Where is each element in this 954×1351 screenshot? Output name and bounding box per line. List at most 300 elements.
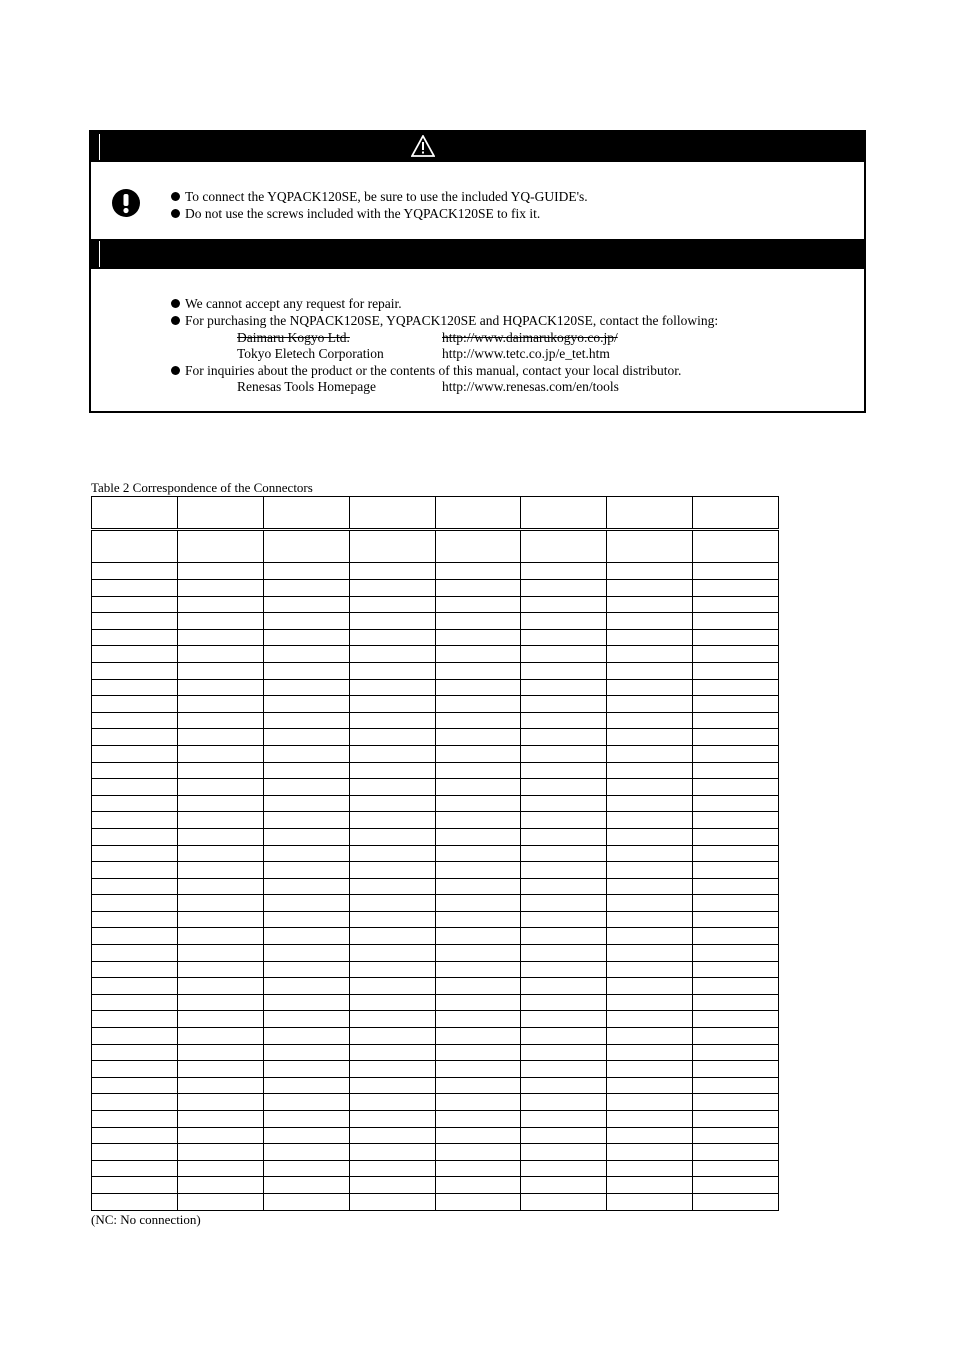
table-row	[92, 729, 779, 746]
table-cell	[92, 1193, 178, 1210]
table-cell	[521, 1127, 607, 1144]
table-cell	[177, 646, 263, 663]
table-cell	[693, 629, 779, 646]
notes-header-bar	[91, 239, 864, 269]
contact-name-tokyo-eletech: Tokyo Eletech Corporation	[237, 346, 384, 361]
table-cell	[177, 895, 263, 912]
table-cell	[349, 1193, 435, 1210]
table-cell	[435, 994, 521, 1011]
table-cell	[92, 1077, 178, 1094]
table-cell	[521, 911, 607, 928]
header-bar-tick	[99, 134, 100, 160]
table-cell	[92, 1144, 178, 1161]
table-cell	[92, 779, 178, 796]
table-cell	[177, 1193, 263, 1210]
table-row	[92, 1011, 779, 1028]
table-cell	[349, 895, 435, 912]
table-cell	[521, 629, 607, 646]
table-cell	[92, 812, 178, 829]
table-cell	[607, 745, 693, 762]
table-cell	[349, 679, 435, 696]
table-cell	[349, 779, 435, 796]
table-cell	[177, 1077, 263, 1094]
table-cell	[263, 994, 349, 1011]
table-cell	[607, 812, 693, 829]
table-cell	[521, 679, 607, 696]
table-row	[92, 978, 779, 995]
table-cell	[435, 629, 521, 646]
table-cell	[693, 994, 779, 1011]
table-cell	[177, 994, 263, 1011]
table-cell	[263, 1127, 349, 1144]
table-cell	[607, 596, 693, 613]
table-cell	[607, 1094, 693, 1111]
table-cell	[92, 1127, 178, 1144]
table-row	[92, 1193, 779, 1210]
table-cell	[177, 978, 263, 995]
table-cell	[263, 862, 349, 879]
table-cell	[521, 928, 607, 945]
table-cell	[263, 1193, 349, 1210]
table-cell	[92, 530, 178, 563]
table-row	[92, 878, 779, 895]
table-cell	[693, 795, 779, 812]
table-cell	[521, 1077, 607, 1094]
table-cell	[349, 596, 435, 613]
table-cell	[521, 978, 607, 995]
table-cell	[693, 646, 779, 663]
table-cell	[521, 1144, 607, 1161]
table-cell	[435, 530, 521, 563]
table-cell	[92, 729, 178, 746]
table-cell	[607, 994, 693, 1011]
table-cell	[435, 812, 521, 829]
table-cell	[521, 878, 607, 895]
table-cell	[92, 1028, 178, 1045]
table-cell	[92, 646, 178, 663]
table-row	[92, 1077, 779, 1094]
table-cell	[693, 978, 779, 995]
table-cell	[693, 1160, 779, 1177]
table-cell	[521, 745, 607, 762]
table-cell	[693, 1144, 779, 1161]
table-cell	[521, 530, 607, 563]
table-cell	[263, 1061, 349, 1078]
table-cell	[177, 745, 263, 762]
caution-bullet-2-text: Do not use the screws included with the YQPACK120SE to fix it.	[185, 206, 541, 221]
table-cell	[263, 945, 349, 962]
table-cell	[92, 613, 178, 630]
table-cell	[607, 945, 693, 962]
table-cell	[435, 1177, 521, 1194]
table-cell	[521, 662, 607, 679]
bullet-icon	[171, 209, 180, 218]
notice-box	[89, 130, 866, 413]
table-cell	[263, 729, 349, 746]
homepage-name: Renesas Tools Homepage	[237, 379, 377, 394]
table-cell	[349, 580, 435, 597]
table-cell	[435, 795, 521, 812]
table-cell	[521, 1177, 607, 1194]
table-cell	[435, 596, 521, 613]
table-cell	[693, 1044, 779, 1061]
table-cell	[177, 662, 263, 679]
table-cell	[607, 646, 693, 663]
table-cell	[435, 779, 521, 796]
table-row	[92, 679, 779, 696]
table-cell	[693, 945, 779, 962]
table-cell	[435, 828, 521, 845]
table-cell	[521, 696, 607, 713]
table-cell	[521, 596, 607, 613]
table-cell	[92, 1111, 178, 1128]
table-cell	[177, 1144, 263, 1161]
table-cell	[521, 497, 607, 530]
table-cell	[349, 994, 435, 1011]
table-cell	[92, 745, 178, 762]
table-cell	[92, 928, 178, 945]
table-cell	[263, 961, 349, 978]
table-cell	[435, 978, 521, 995]
table-cell	[92, 629, 178, 646]
table-cell	[435, 895, 521, 912]
table-cell	[177, 779, 263, 796]
table-cell	[521, 812, 607, 829]
table-row	[92, 945, 779, 962]
table-row	[92, 596, 779, 613]
table-cell	[263, 1094, 349, 1111]
table-cell	[349, 762, 435, 779]
table-cell	[263, 745, 349, 762]
table-cell	[349, 497, 435, 530]
table-cell	[435, 1193, 521, 1210]
table-cell	[177, 497, 263, 530]
table-cell	[177, 563, 263, 580]
contact-name-daimaru: Daimaru Kogyo Ltd.	[237, 330, 350, 345]
table-cell	[92, 945, 178, 962]
table-caption: Table 2 Correspondence of the Connectors	[91, 480, 313, 495]
table-cell	[92, 911, 178, 928]
homepage-url[interactable]: http://www.renesas.com/en/tools	[442, 379, 619, 394]
notes-bullet-1	[171, 296, 402, 312]
table-cell	[177, 812, 263, 829]
table-cell	[521, 1193, 607, 1210]
table-cell	[693, 613, 779, 630]
table-cell	[693, 1193, 779, 1210]
table-cell	[693, 862, 779, 879]
table-cell	[607, 662, 693, 679]
table-cell	[521, 895, 607, 912]
table-cell	[92, 696, 178, 713]
table-cell	[349, 745, 435, 762]
table-cell	[521, 762, 607, 779]
table-cell	[435, 497, 521, 530]
table-cell	[607, 679, 693, 696]
table-cell	[693, 497, 779, 530]
table-row	[92, 1094, 779, 1111]
table-row	[92, 1028, 779, 1045]
table-cell	[607, 1011, 693, 1028]
table-row	[92, 613, 779, 630]
table-cell	[693, 580, 779, 597]
table-cell	[607, 978, 693, 995]
table-cell	[521, 862, 607, 879]
table-row	[92, 1044, 779, 1061]
table-cell	[435, 712, 521, 729]
table-cell	[521, 613, 607, 630]
table-cell	[349, 945, 435, 962]
table-cell	[349, 928, 435, 945]
table-cell	[693, 928, 779, 945]
table-cell	[177, 928, 263, 945]
table-cell	[177, 729, 263, 746]
table-cell	[521, 779, 607, 796]
table-cell	[92, 580, 178, 597]
table-cell	[521, 563, 607, 580]
table-cell	[177, 629, 263, 646]
table-cell	[435, 745, 521, 762]
table-cell	[263, 596, 349, 613]
table-cell	[177, 845, 263, 862]
table-cell	[177, 878, 263, 895]
table-cell	[92, 679, 178, 696]
table-cell	[607, 1044, 693, 1061]
table-cell	[435, 1160, 521, 1177]
table-cell	[607, 828, 693, 845]
mandatory-exclamation-icon	[111, 188, 141, 218]
table-cell	[693, 596, 779, 613]
table-cell	[693, 745, 779, 762]
table-cell	[263, 563, 349, 580]
table-cell	[693, 1111, 779, 1128]
table-cell	[435, 928, 521, 945]
table-cell	[177, 613, 263, 630]
table-cell	[177, 696, 263, 713]
table-cell	[177, 1094, 263, 1111]
table-row	[92, 1160, 779, 1177]
table-cell	[607, 613, 693, 630]
table-cell	[349, 1177, 435, 1194]
table-cell	[349, 1077, 435, 1094]
table-cell	[92, 828, 178, 845]
table-row	[92, 1111, 779, 1128]
table-row	[92, 1144, 779, 1161]
table-cell	[521, 1011, 607, 1028]
table-cell	[693, 1011, 779, 1028]
table-row	[92, 696, 779, 713]
table-cell	[92, 712, 178, 729]
warning-triangle-icon	[411, 135, 435, 157]
table-cell	[349, 978, 435, 995]
table-row	[92, 895, 779, 912]
table-cell	[521, 1061, 607, 1078]
table-cell	[263, 928, 349, 945]
table-cell	[435, 1094, 521, 1111]
table-footnote: (NC: No connection)	[91, 1212, 201, 1227]
table-cell	[693, 961, 779, 978]
table-cell	[263, 613, 349, 630]
table-cell	[177, 712, 263, 729]
table-cell	[263, 1177, 349, 1194]
table-cell	[435, 1011, 521, 1028]
table-cell	[607, 1160, 693, 1177]
table-cell	[263, 530, 349, 563]
contact-url-daimaru[interactable]: http://www.daimarukogyo.co.jp/	[442, 330, 618, 345]
table-cell	[177, 1044, 263, 1061]
table-cell	[349, 696, 435, 713]
table-cell	[693, 712, 779, 729]
table-cell	[349, 530, 435, 563]
table-row	[92, 762, 779, 779]
table-cell	[607, 895, 693, 912]
table-cell	[693, 779, 779, 796]
table-cell	[435, 1044, 521, 1061]
table-cell	[607, 878, 693, 895]
bullet-icon	[171, 366, 180, 375]
table-cell	[607, 1177, 693, 1194]
table-row	[92, 928, 779, 945]
table-cell	[349, 629, 435, 646]
table-cell	[521, 1111, 607, 1128]
notes-bullet-3	[171, 363, 681, 379]
table-cell	[693, 679, 779, 696]
table-row	[92, 580, 779, 597]
table-cell	[693, 878, 779, 895]
table-cell	[177, 596, 263, 613]
table-cell	[435, 563, 521, 580]
table-cell	[607, 629, 693, 646]
table-cell	[349, 1160, 435, 1177]
table-cell	[92, 1061, 178, 1078]
table-cell	[92, 994, 178, 1011]
table-cell	[693, 696, 779, 713]
table-cell	[607, 1144, 693, 1161]
table-cell	[349, 812, 435, 829]
table-cell	[693, 911, 779, 928]
table-cell	[92, 1094, 178, 1111]
table-cell	[607, 1061, 693, 1078]
table-cell	[607, 928, 693, 945]
table-cell	[349, 1094, 435, 1111]
table-cell	[92, 795, 178, 812]
table-cell	[693, 762, 779, 779]
table-cell	[607, 762, 693, 779]
table-cell	[693, 1094, 779, 1111]
table-cell	[263, 1160, 349, 1177]
table-cell	[607, 563, 693, 580]
table-cell	[263, 878, 349, 895]
table-cell	[177, 862, 263, 879]
table-cell	[435, 1077, 521, 1094]
table-cell	[607, 911, 693, 928]
table-cell	[521, 1028, 607, 1045]
table-cell	[263, 812, 349, 829]
table-cell	[92, 1044, 178, 1061]
caution-bullet-1	[171, 189, 588, 205]
table-cell	[607, 795, 693, 812]
table-cell	[521, 945, 607, 962]
table-cell	[263, 679, 349, 696]
table-cell	[92, 845, 178, 862]
table-cell	[435, 862, 521, 879]
table-cell	[349, 1044, 435, 1061]
table-cell	[263, 646, 349, 663]
table-cell	[435, 679, 521, 696]
notes-bullet-1-text: We cannot accept any request for repair.	[185, 296, 402, 311]
table-cell	[435, 1111, 521, 1128]
table-cell	[435, 911, 521, 928]
table-cell	[607, 497, 693, 530]
table-cell	[693, 1028, 779, 1045]
table-cell	[92, 1011, 178, 1028]
table-row	[92, 745, 779, 762]
table-cell	[607, 580, 693, 597]
table-cell	[693, 895, 779, 912]
table-cell	[92, 596, 178, 613]
table-cell	[92, 862, 178, 879]
table-cell	[263, 795, 349, 812]
contact-url-tokyo-eletech[interactable]: http://www.tetc.co.jp/e_tet.htm	[442, 346, 610, 361]
caution-bullet-2	[171, 206, 540, 222]
notes-bullet-2-text: For purchasing the NQPACK120SE, YQPACK120SE and HQPACK120SE, contact the following:	[185, 313, 719, 328]
table-cell	[349, 845, 435, 862]
table-cell	[349, 828, 435, 845]
table-cell	[92, 563, 178, 580]
table-cell	[607, 696, 693, 713]
bullet-icon	[171, 299, 180, 308]
table-cell	[92, 497, 178, 530]
table-cell	[521, 828, 607, 845]
table-cell	[263, 845, 349, 862]
table-cell	[607, 1028, 693, 1045]
table-cell	[521, 1160, 607, 1177]
table-cell	[435, 1061, 521, 1078]
table-cell	[349, 646, 435, 663]
table-cell	[607, 729, 693, 746]
table-cell	[177, 1111, 263, 1128]
bullet-icon	[171, 316, 180, 325]
table-cell	[177, 1177, 263, 1194]
table-cell	[92, 1177, 178, 1194]
table-row	[92, 712, 779, 729]
table-cell	[435, 945, 521, 962]
table-row	[92, 779, 779, 796]
table-cell	[92, 978, 178, 995]
table-row	[92, 1061, 779, 1078]
table-cell	[349, 1111, 435, 1128]
table-cell	[263, 629, 349, 646]
table-cell	[263, 895, 349, 912]
table-cell	[177, 1028, 263, 1045]
table-cell	[435, 762, 521, 779]
table-cell	[435, 613, 521, 630]
table-row	[92, 911, 779, 928]
table-cell	[177, 795, 263, 812]
table-row	[92, 862, 779, 879]
table-cell	[92, 878, 178, 895]
table-cell	[435, 1144, 521, 1161]
table-cell	[435, 1028, 521, 1045]
table-row	[92, 994, 779, 1011]
table-cell	[349, 662, 435, 679]
table-cell	[693, 828, 779, 845]
caution-header-bar	[91, 132, 864, 162]
table-cell	[263, 712, 349, 729]
table-cell	[435, 729, 521, 746]
table-row	[92, 1127, 779, 1144]
table-cell	[263, 1077, 349, 1094]
table-cell	[349, 1011, 435, 1028]
